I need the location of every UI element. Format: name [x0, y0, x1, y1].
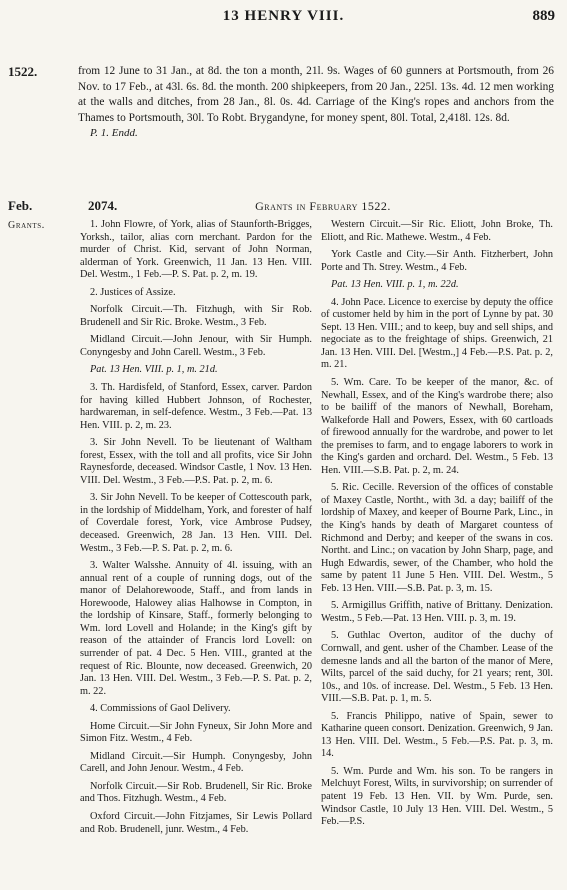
grant-entry: 4. John Pace. Licence to exercise by deputy the office of customer held by him in the port of Lynne by pat. 30 Sept. 13 Hen. VIII.; and to keep, buy and sell ships, and negociate as to the freightage of ships. Greenwich, 21 Jan. 13 Hen. VIII. Del. [Westm.,] 4 Feb.—P.S. Pat. p. 2, m. 21.	[321, 296, 553, 371]
grant-entry: Midland Circuit.—Sir Humph. Conyngesby, John Carell, and John Jenour. Westm., 4 Feb.	[80, 750, 312, 775]
intro-reference: P. 1. Endd.	[90, 127, 138, 140]
grant-entry: 5. Guthlac Overton, auditor of the duchy of Cornwall, and gent. usher of the Chamber. Lease of the demesne lands and all the barton of the manor of Mere, Wilts, parcel of the said duchy, for 21 years; rent, 30l. 10s., and 10s. of increase. Del. Westm., 5 Feb. 13 Hen. VIII.—S.B. Pat. p. 1, m. 5.	[321, 630, 553, 705]
grant-entry: Norfolk Circuit.—Sir Rob. Brudenell, Sir Ric. Broke and Thos. Fitzhugh. Westm., 4 Feb.	[80, 780, 312, 805]
grant-entry: 2. Justices of Assize.	[90, 286, 176, 298]
grant-entry: Midland Circuit.—John Jenour, with Sir Humph. Conyngesby and John Carell. Westm., 3 Feb.	[80, 334, 312, 358]
grant-entry: 3. Sir John Nevell. To be lieutenant of Waltham forest, Essex, with the toll and all profits, vice Sir John Raynesforde, deceased. Windsor Castle, 1 Nov. 13 Hen. VIII. Del. Westm., 3 Feb.—P.S. Pat. p. 2, m. 6.	[80, 437, 312, 486]
intro-paragraph	[78, 64, 554, 142]
section-title: Grants in February 1522.	[255, 199, 391, 213]
left-column	[80, 219, 312, 841]
right-column	[321, 219, 553, 834]
grant-entry: 5. Ric. Cecille. Reversion of the offices of constable of Maxey Castle, Northt., with 3d. a day; bailiff of the lordship of Maxey, and keeper of Bourne Park, Linc., in the King's hands by death of Margaret countess of Richmond and Derby; and keeper of the swans in cos. Northt. and Linc.; on vacation by John Sharp, page, and Hugh Edwardis, sewer, of the Chamber, who hold the same by patent 11 June 5 Hen. VIII. Del. Westm., 5 Feb. 13 Hen. VIII.—S.B. Pat. p. 3, m. 15.	[321, 482, 553, 594]
grant-entry: 5. Wm. Care. To be keeper of the manor, &c. of Newhall, Essex, and of the King's wardrobe there; also to be bailiff of the manors of Newhall, Boreham, Walkeforde Hall and Powers, Essex, with 60 cartloads of firewood annually for the wardrobe, and power to let the premises to farm, and to engage laborers to work in the King's garden and orchard. Del. Westm., 5 Feb. 13 Hen. VIII.—S.B. Pat. p. 2, m. 24.	[321, 377, 553, 476]
grant-entry: 3. Walter Walsshe. Annuity of 4l. issuing, with an annual rent of a couple of running dogs, out of the manor of Delahorewoode, Staff., and from lands in Horewoode, Halowey alias Halhowse in Compton, in the lordship of Kinsare, Staff., formerly belonging to Wm. lord Lovell and Holande; in the King's gift by reason of the attainder of Francis lord Lovell: on surrender of pat. 4 Dec. 5 Hen. VIII., granted at the request of Ric. Blounte, now deceased. Greenwich, 20 Jan. 13 Hen. VIII. Del. Westm., 3 Feb.—P. S. Pat. p. 2, m. 22.	[80, 560, 312, 697]
grant-entry: 5. Francis Philippo, native of Spain, sewer to Katharine queen consort. Denization. Greenwich, 9 Jan. 13 Hen. VIII. Del. Westm., 5 Feb.—P.S. Pat. p. 3, m. 14.	[321, 710, 553, 760]
grant-entry: 5. Armigillus Griffith, native of Brittany. Denization. Westm., 5 Feb.—Pat. 13 Hen. VIII. p. 3, m. 19.	[321, 600, 553, 624]
grant-entry: York Castle and City.—Sir Anth. Fitzherbert, John Porte and Th. Strey. Westm., 4 Feb.	[321, 249, 553, 273]
side-label-grants: Grants.	[8, 220, 45, 231]
grant-entry: 3. Sir John Nevell. To be keeper of Cottescouth park, in the lordship of Middelham, York, and forester of half of Coverdale forest, York, vice Ambrose Pudsey, deceased. Greenwich, 28 Jan. 13 Hen. VIII. Del. Westm., 3 Feb.—P. S. Pat. p. 2, m. 6.	[80, 492, 312, 554]
year-margin-label: 1522.	[8, 64, 38, 79]
page-number: 889	[532, 8, 555, 24]
grant-reference: Pat. 13 Hen. VIII. p. 1, m. 22d.	[331, 279, 459, 291]
grant-entry: 4. Commissions of Gaol Delivery.	[90, 703, 231, 715]
grant-entry: Western Circuit.—Sir Ric. Eliott, John Broke, Th. Eliott, and Ric. Mathewe. Westm., 4 Feb.	[321, 219, 553, 243]
grant-entry: 3. Th. Hardisfeld, of Stanford, Essex, carver. Pardon for having killed Hubbert Johnson, of Rochester, hardwareman, in self-defence. Westm., 3 Feb.—Pat. 13 Hen. VIII. p. 2, m. 23.	[80, 382, 312, 431]
intro-text: from 12 June to 31 Jan., at 8d. the ton a month, 21l. 9s. Wages of 60 gunners at Portsmouth, from 26 Nov. to 17 Feb., at 43l. 6s. 8d. the month. 200 shipkeepers, from 20 Jan., 225l. 13s. 4d. 12 men working at the walls and ditches, from 28 Jan., 8l. 0s. 4d. Carriage of the King's ropes and anchors from the Thames to Portsmouth, 30l. To Robt. Brygandyne, for money spent, 80l. Total, 2,418l. 12s. 8d.	[78, 65, 554, 124]
grant-reference: Pat. 13 Hen. VIII. p. 1, m. 21d.	[90, 364, 218, 376]
grant-entry: 5. Wm. Purde and Wm. his son. To be rangers in Melchuyt Forest, Wilts, in survivorship; on surrender of patent 19 Feb. 13 Hen. VII. by Wm. Purde, sen. Windsor Castle, 10 July 13 Hen. VIII. Del. Westm., 5 Feb.—P.S.	[321, 765, 553, 828]
section-number: 2074.	[88, 198, 118, 213]
section-month: Feb.	[8, 198, 33, 213]
grant-entry: 1. John Flowre, of York, alias of Staunforth-Brigges, Yorksh., tailor, alias corn merchant. Pardon for the murder of Christ. Kid, servant of John Norman, alderman of York. Greenwich, 11 Jan. 13 Hen. VIII. Del. Westm., 1 Feb.—P. S. Pat. p. 2, m. 19.	[80, 219, 312, 281]
running-header-title: 13 HENRY VIII.	[222, 8, 345, 24]
grant-entry: Norfolk Circuit.—Th. Fitzhugh, with Sir Rob. Brudenell and Sir Ric. Broke. Westm., 3 Feb.	[80, 304, 312, 328]
grant-entry: Home Circuit.—Sir John Fyneux, Sir John More and Simon Fitz. Westm., 4 Feb.	[80, 720, 312, 745]
grant-entry: Oxford Circuit.—John Fitzjames, Sir Lewis Pollard and Rob. Brudenell, junr. Westm., 4 Feb.	[80, 810, 312, 835]
section-header	[8, 198, 558, 216]
